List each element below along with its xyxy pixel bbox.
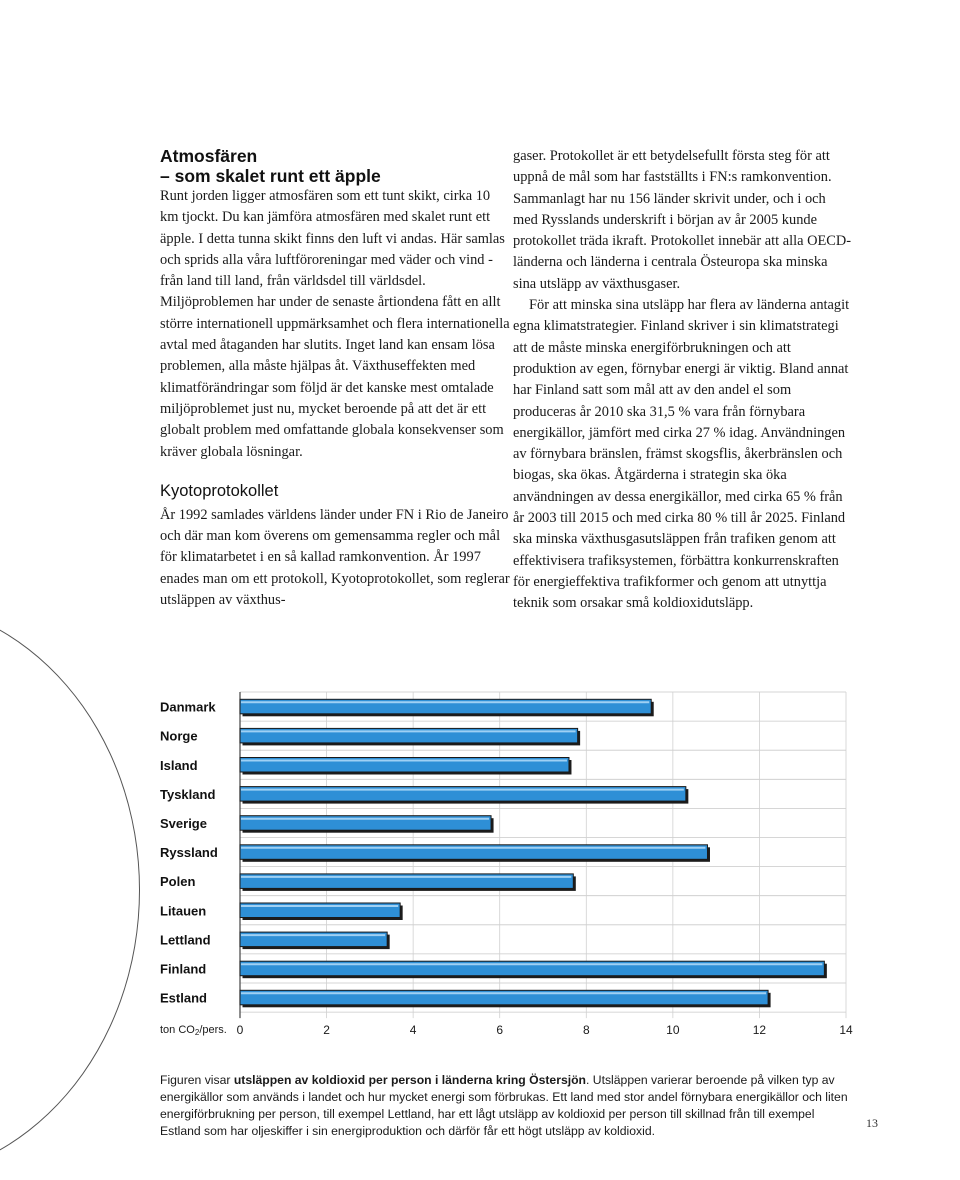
bar-shadow (243, 818, 494, 833)
section-title (160, 146, 510, 186)
caption-lead: Figuren visar (160, 1073, 234, 1087)
category-label: Tyskland (160, 786, 216, 802)
x-tick-label: 4 (409, 1023, 417, 1037)
page-number: 13 (866, 1116, 878, 1130)
category-label: Finland (160, 961, 207, 977)
intro-paragraph: Runt jorden ligger atmosfären som ett tunt skikt, cirka 10 km tjockt. Du kan jämföra atmosfären med skalet runt ett äpple. I detta tunna skikt finns den luft vi andas. Här samlas och sprids alla våra luftföroreningar med väder och vind - från land till land, från världsdel till världsdel. Miljöproblemen har under de senaste årtiondena fått en allt större internationell uppmärksamhet och flera internationella avtal med åtaganden har slutits. Inget land kan ensam lösa problemen, alla måste hjälpas åt. Växthuseffekten med klimatförändringar som följd är det kanske mest omtalade miljöproblemet just nu, mycket beroende på att det är ett globalt problem med omfattande globala konsekvenser som kräver globala lösningar. (160, 188, 510, 460)
figure-caption (160, 1072, 850, 1140)
bar (240, 874, 573, 889)
bar (240, 845, 707, 860)
chart-grid (240, 692, 846, 1018)
chart-unit-label: ton CO2/pers. (160, 1024, 227, 1037)
category-label: Litauen (160, 903, 207, 919)
x-tick-label: 10 (666, 1023, 680, 1037)
caption-bold: utsläppen av koldioxid per person i länderna kring Östersjön (233, 1073, 586, 1087)
bar-shadow (243, 731, 581, 746)
bar (240, 903, 400, 918)
chart-bars (240, 699, 827, 1007)
kyoto-heading: Kyotoprotokollet (160, 481, 279, 500)
chart-category-labels (160, 700, 218, 1006)
category-label: Sverige (160, 815, 207, 831)
bar-shadow (243, 993, 771, 1008)
bar-shadow (243, 876, 576, 891)
bar (240, 699, 651, 714)
bar-shadow (243, 789, 689, 804)
section-title-line1: Atmosfären (160, 146, 258, 166)
bar (240, 961, 824, 976)
category-label: Polen (160, 874, 196, 890)
bar-shadow (243, 935, 390, 950)
x-tick-label: 12 (752, 1023, 767, 1037)
category-label: Ryssland (160, 845, 218, 861)
kyoto-paragraph: År 1992 samlades världens länder under FN i Rio de Janeiro och där man kom överens om gemensamma regler och mål för klimatarbetet i en så kallad ramkonvention. År 1997 enades man om ett protokoll, Kyotoprotokollet, som reglerar utsläppen av växthus- (160, 506, 510, 609)
category-label: Estland (160, 990, 207, 1006)
bar (240, 816, 491, 831)
bar-shadow (243, 906, 403, 921)
bar (240, 787, 686, 802)
strategy-paragraph: För att minska sina utsläpp har flera av länderna antagit egna klimatstrategier. Finland skriver i sin klimatstrategi att de måste minska energiförbrukningen och att produktion av egen, förnybar energi är viktig. Bland annat har Finland satt som mål att av den andel el som produceras år 2010 ska 31,5 % vara från förnybara energikällor, jämfört med cirka 27 % idag. Användningen av förnybara bränslen, främst skogsflis, åkerbränslen och biogas, ska ökas. Åtgärderna i strategin ska öka användningen av dessa energikällor, med cirka 65 % från år 2003 till 2015 och med cirka 80 % till år 2025. Finland ska minska växthusgasutsläppen från trafiken genom att effektivisera trafiksystemen, förbättra konkurrenskraften för energieffektiva trafikformer och genom att utnyttja teknik som orsakar små koldioxidutsläpp. (513, 297, 850, 612)
bar-shadow (243, 702, 654, 717)
caption-rest: . Utsläppen varierar beroende på vilken typ av energikällor som används i landet och hur mycket energi som förbrukas. Ett land med stor andel förnybara energikällor och liten energiförbrukning per person, till exempel Lettland, har ett lågt utsläpp av koldioxid per person till skillnad från till exempel Estland som har oljeskiffer i sin energiproduktion och därför får ett högt utsläpp av koldioxid. (160, 1073, 848, 1138)
category-label: Lettland (160, 932, 211, 948)
category-label: Island (160, 757, 198, 773)
bar-shadow (243, 847, 710, 862)
category-label: Danmark (160, 699, 216, 715)
x-tick-label: 8 (582, 1023, 590, 1037)
chart-x-tick-labels (237, 1023, 853, 1037)
protocol-paragraph: gaser. Protokollet är ett betydelsefullt första steg för att uppnå de mål som har fastställts i FN:s ramkonvention. Sammanlagt har nu 156 länder skrivit under, och i och med Rysslands underskrift i början av år 2005 kunde protokollet träda ikraft. Protokollet innebär att alla OECD-länderna och länderna i centrala Östeuropa ska minska sina utsläpp av växthusgaser. (513, 148, 852, 292)
right-text-column (513, 146, 853, 615)
bar (240, 758, 569, 773)
category-label: Norge (160, 728, 198, 744)
bar-shadow (243, 964, 827, 979)
bar (240, 932, 387, 947)
x-tick-label: 14 (839, 1023, 853, 1037)
bar (240, 728, 578, 743)
section-title-line2: – som skalet runt ett äpple (160, 166, 381, 186)
decorative-circle (0, 600, 140, 1180)
x-tick-label: 6 (496, 1023, 504, 1037)
x-tick-label: 0 (236, 1023, 244, 1037)
bar-shadow (243, 760, 572, 775)
x-tick-label: 2 (323, 1023, 330, 1037)
bar (240, 990, 768, 1005)
left-text-column (160, 146, 510, 611)
